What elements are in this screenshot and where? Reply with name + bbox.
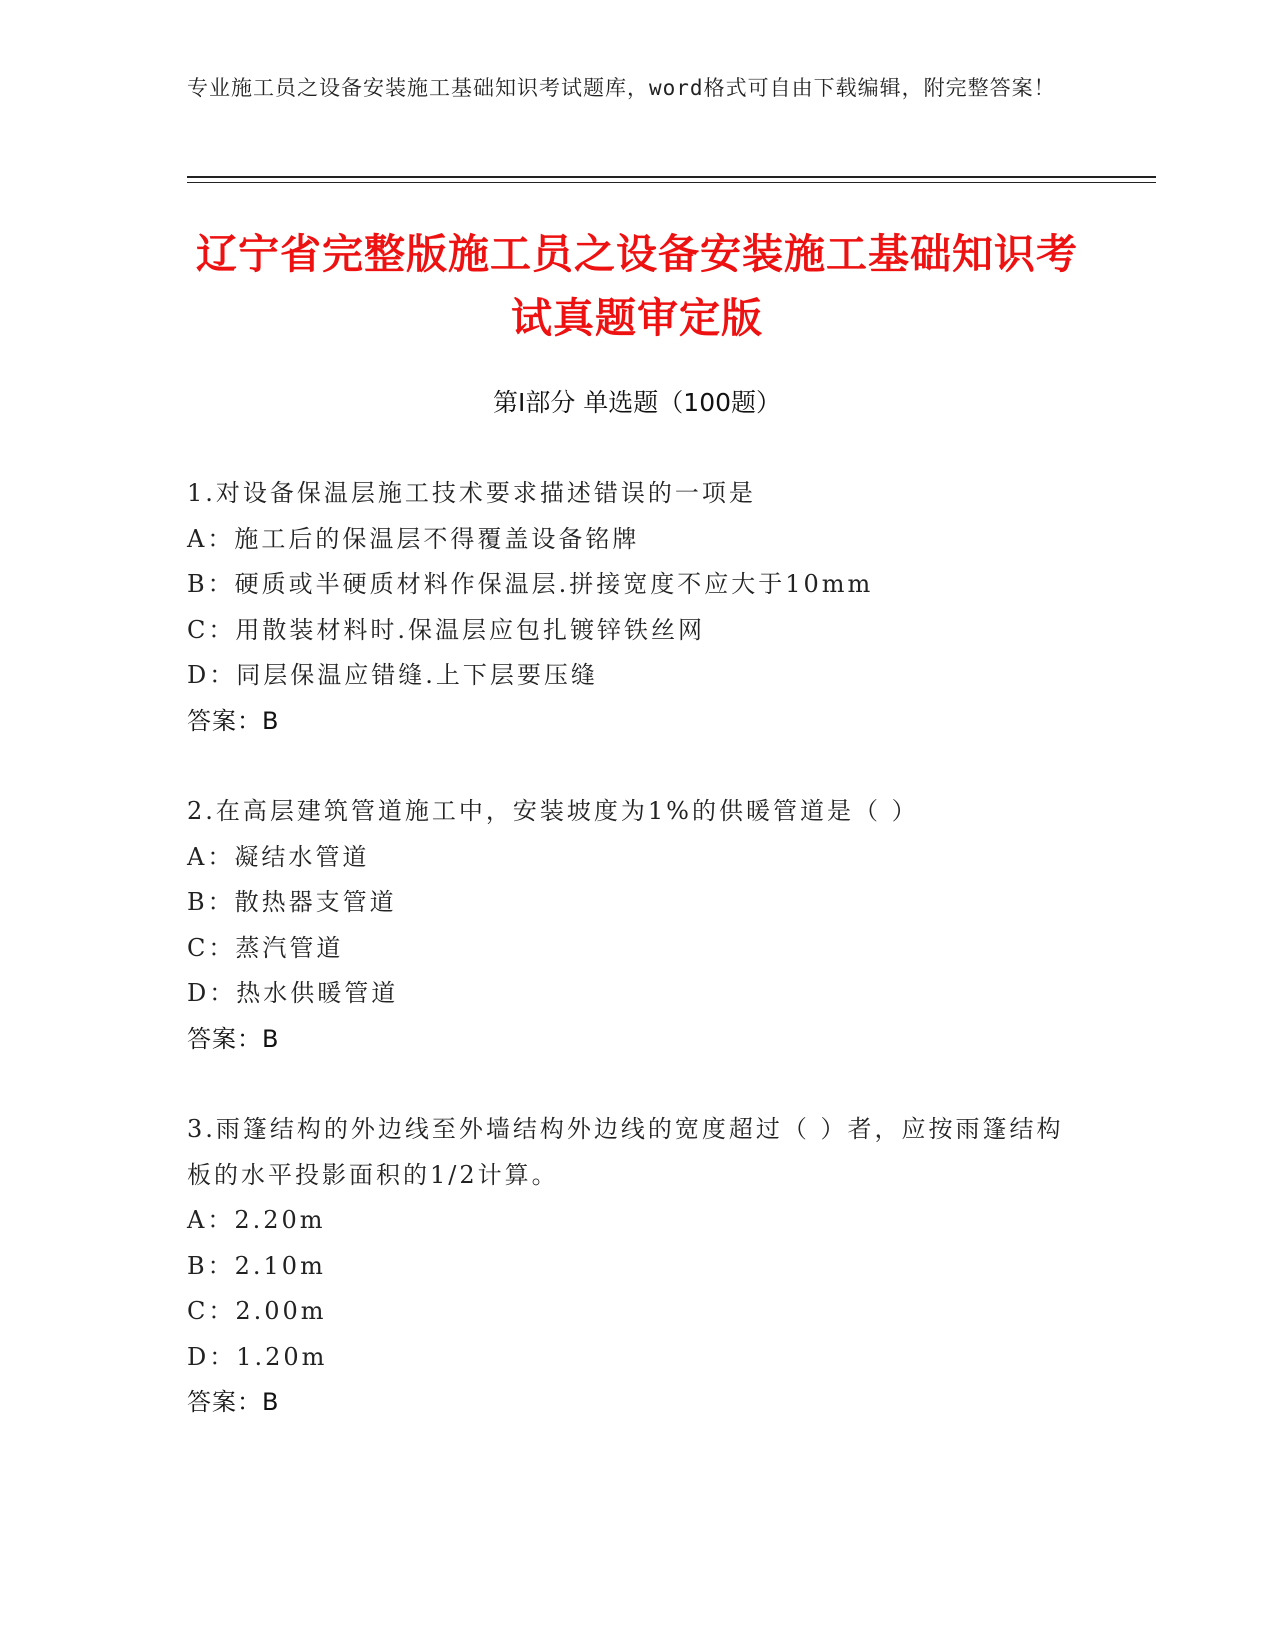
document-title: 辽宁省完整版施工员之设备安装施工基础知识考试真题审定版 (196, 230, 1078, 342)
question-2 (187, 789, 1087, 1062)
question-stem: 2.在高层建筑管道施工中，安装坡度为1%的供暖管道是（ ） (187, 797, 919, 825)
question-3 (187, 1107, 1087, 1426)
option-a: A：凝结水管道 (187, 842, 370, 871)
option-d: D：1.20m (187, 1342, 328, 1371)
option-b: B：散热器支管道 (187, 888, 397, 916)
header-rule-thin (187, 182, 1156, 183)
question-stem: 1.对设备保温层施工技术要求描述错误的一项是 (187, 479, 756, 507)
option-c: C：2.00m (187, 1297, 327, 1325)
answer-text: 答案：B (187, 1024, 280, 1053)
option-a: A：施工后的保温层不得覆盖设备铭牌 (187, 524, 640, 553)
option-a: A：2.20m (187, 1206, 326, 1234)
answer-text: 答案：B (187, 1388, 280, 1416)
question-1 (187, 471, 1087, 744)
answer-text: 答案：B (187, 706, 280, 735)
header-note: 专业施工员之设备安装施工基础知识考试题库，word格式可自由下载编辑，附完整答案！ (187, 76, 1056, 100)
header-rule-thick (187, 176, 1156, 178)
section-title: 第Ⅰ部分 单选题（100题） (492, 388, 782, 417)
option-c: C：蒸汽管道 (187, 933, 344, 962)
question-stem: 3.雨篷结构的外边线至外墙结构外边线的宽度超过（ ）者，应按雨篷结构板的水平投影面积的1/2计算。 (187, 1115, 1064, 1189)
option-d: D：同层保温应错缝.上下层要压缝 (187, 661, 598, 689)
option-d: D：热水供暖管道 (187, 979, 399, 1007)
option-b: B：硬质或半硬质材料作保温层.拼接宽度不应大于10mm (187, 570, 874, 598)
question-list (187, 471, 1087, 1471)
option-c: C：用散装材料时.保温层应包扎镀锌铁丝网 (187, 615, 705, 644)
option-b: B：2.10m (187, 1251, 326, 1280)
